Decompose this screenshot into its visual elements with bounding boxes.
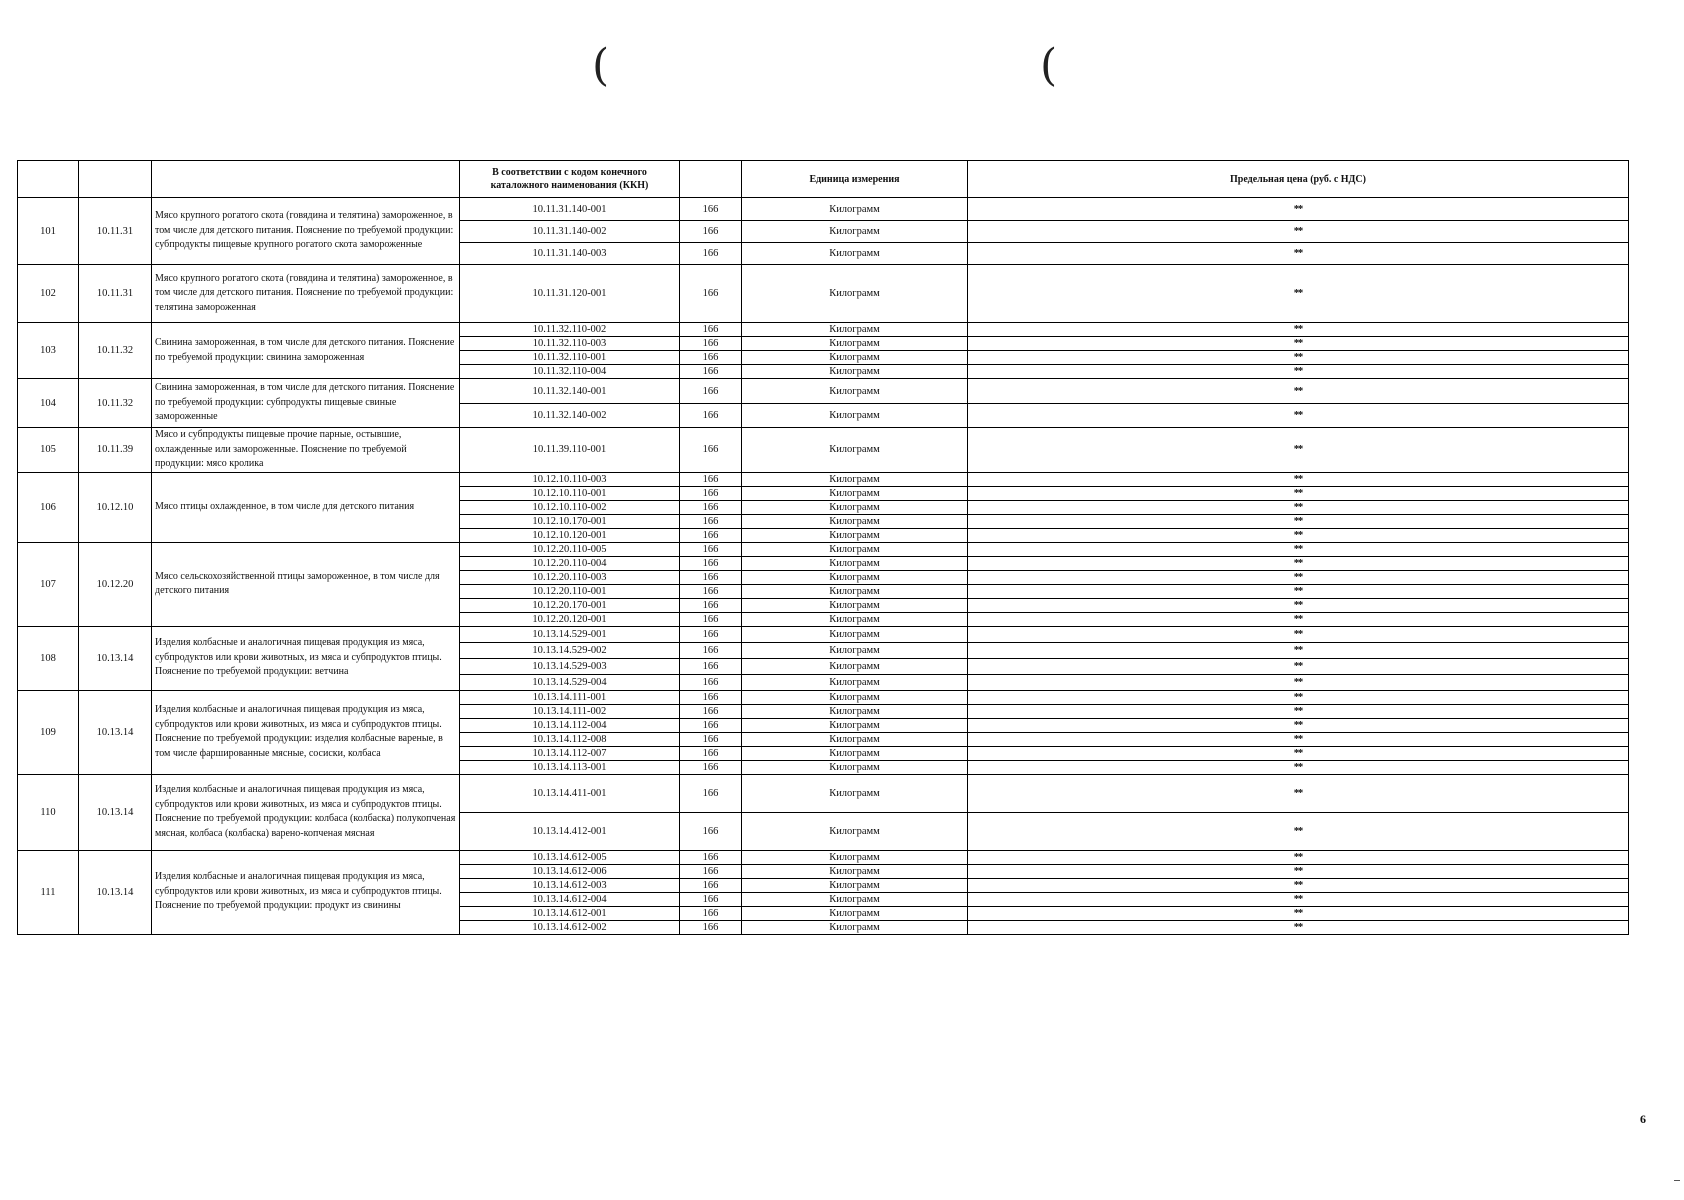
- price-cell: **: [968, 760, 1629, 774]
- price-cell: **: [968, 500, 1629, 514]
- ktru-code-cell: 10.11.39.110-001: [460, 428, 680, 473]
- okei-code-cell: 166: [680, 528, 742, 542]
- price-cell: **: [968, 379, 1629, 404]
- unit-cell: Килограмм: [742, 428, 968, 473]
- ktru-code-cell: 10.13.14.529-001: [460, 626, 680, 642]
- price-cell: **: [968, 850, 1629, 864]
- okpd-code-cell: 10.11.31: [79, 265, 152, 323]
- row-number-cell: 102: [18, 265, 79, 323]
- price-cell: **: [968, 746, 1629, 760]
- unit-cell: Килограмм: [742, 850, 968, 864]
- unit-cell: Килограмм: [742, 746, 968, 760]
- okei-code-cell: 166: [680, 626, 742, 642]
- row-number-cell: 107: [18, 542, 79, 626]
- ktru-code-cell: 10.13.14.412-001: [460, 812, 680, 850]
- unit-cell: Килограмм: [742, 612, 968, 626]
- okei-code-cell: 166: [680, 514, 742, 528]
- ktru-code-cell: 10.11.32.110-003: [460, 337, 680, 351]
- ktru-code-cell: 10.13.14.612-003: [460, 878, 680, 892]
- okei-code-cell: 166: [680, 878, 742, 892]
- okei-code-cell: 166: [680, 864, 742, 878]
- okei-code-cell: 166: [680, 584, 742, 598]
- unit-cell: Килограмм: [742, 626, 968, 642]
- price-cell: **: [968, 428, 1629, 473]
- header-okpd: [79, 161, 152, 198]
- okei-code-cell: 166: [680, 718, 742, 732]
- okpd-code-cell: 10.12.20: [79, 542, 152, 626]
- okei-code-cell: 166: [680, 542, 742, 556]
- okpd-code-cell: 10.13.14: [79, 626, 152, 690]
- unit-cell: Килограмм: [742, 542, 968, 556]
- unit-cell: Килограмм: [742, 920, 968, 934]
- unit-cell: Килограмм: [742, 584, 968, 598]
- price-cell: **: [968, 365, 1629, 379]
- ktru-code-cell: 10.13.14.529-003: [460, 658, 680, 674]
- okpd-code-cell: 10.11.32: [79, 379, 152, 428]
- price-cell: **: [968, 584, 1629, 598]
- ktru-code-cell: 10.13.14.411-001: [460, 774, 680, 812]
- okei-code-cell: 166: [680, 472, 742, 486]
- punch-hole-mark-right: (: [1040, 40, 1058, 91]
- ktru-code-cell: 10.13.14.111-002: [460, 704, 680, 718]
- okpd-code-cell: 10.11.32: [79, 323, 152, 379]
- ktru-code-cell: 10.12.20.110-001: [460, 584, 680, 598]
- okei-code-cell: 166: [680, 892, 742, 906]
- price-cell: **: [968, 906, 1629, 920]
- price-cell: **: [968, 774, 1629, 812]
- unit-cell: Килограмм: [742, 486, 968, 500]
- price-cell: **: [968, 542, 1629, 556]
- row-number-cell: 104: [18, 379, 79, 428]
- ktru-code-cell: 10.12.20.110-005: [460, 542, 680, 556]
- product-name-cell: Мясо птицы охлажденное, в том числе для детского питания: [152, 472, 460, 542]
- okei-code-cell: 166: [680, 428, 742, 473]
- unit-cell: Килограмм: [742, 351, 968, 365]
- unit-cell: Килограмм: [742, 674, 968, 690]
- unit-cell: Килограмм: [742, 514, 968, 528]
- price-cell: **: [968, 323, 1629, 337]
- okei-code-cell: 166: [680, 556, 742, 570]
- price-table: [17, 160, 1629, 935]
- okei-code-cell: 166: [680, 243, 742, 265]
- price-cell: **: [968, 556, 1629, 570]
- unit-cell: Килограмм: [742, 404, 968, 428]
- row-number-cell: 106: [18, 472, 79, 542]
- row-number-cell: 109: [18, 690, 79, 774]
- okei-code-cell: 166: [680, 351, 742, 365]
- unit-cell: Килограмм: [742, 774, 968, 812]
- unit-cell: Килограмм: [742, 528, 968, 542]
- product-name-cell: Мясо крупного рогатого скота (говядина и телятина) замороженное, в том числе для детского питания. Пояснение по требуемой продукции: субпродукты пищевые крупного рогатого скота замороженные: [152, 198, 460, 265]
- table-row: [18, 265, 1629, 323]
- okei-code-cell: 166: [680, 850, 742, 864]
- ktru-code-cell: 10.12.10.170-001: [460, 514, 680, 528]
- unit-cell: Килограмм: [742, 570, 968, 584]
- header-okei: [680, 161, 742, 198]
- ktru-code-cell: 10.11.31.140-003: [460, 243, 680, 265]
- price-cell: **: [968, 732, 1629, 746]
- ktru-code-cell: 10.12.20.110-004: [460, 556, 680, 570]
- okei-code-cell: 166: [680, 404, 742, 428]
- okpd-code-cell: 10.11.39: [79, 428, 152, 473]
- header-unit: Единица измерения: [742, 161, 968, 198]
- okei-code-cell: 166: [680, 658, 742, 674]
- row-number-cell: 111: [18, 850, 79, 934]
- ktru-code-cell: 10.12.20.110-003: [460, 570, 680, 584]
- unit-cell: Килограмм: [742, 718, 968, 732]
- ktru-code-cell: 10.13.14.112-008: [460, 732, 680, 746]
- table-row: [18, 198, 1629, 221]
- product-name-cell: Свинина замороженная, в том числе для детского питания. Пояснение по требуемой продукции: субпродукты пищевые свиные замороженные: [152, 379, 460, 428]
- ktru-code-cell: 10.13.14.612-001: [460, 906, 680, 920]
- ktru-code-cell: 10.12.10.110-003: [460, 472, 680, 486]
- price-cell: **: [968, 892, 1629, 906]
- price-cell: **: [968, 598, 1629, 612]
- unit-cell: Килограмм: [742, 812, 968, 850]
- okei-code-cell: 166: [680, 323, 742, 337]
- ktru-code-cell: 10.13.14.113-001: [460, 760, 680, 774]
- price-cell: **: [968, 486, 1629, 500]
- price-cell: **: [968, 864, 1629, 878]
- table-row: [18, 428, 1629, 473]
- okpd-code-cell: 10.13.14: [79, 690, 152, 774]
- unit-cell: Килограмм: [742, 556, 968, 570]
- ktru-code-cell: 10.11.31.140-001: [460, 198, 680, 221]
- table-row: [18, 774, 1629, 812]
- table-row: [18, 626, 1629, 642]
- product-name-cell: Мясо сельскохозяйственной птицы замороженное, в том числе для детского питания: [152, 542, 460, 626]
- okei-code-cell: 166: [680, 598, 742, 612]
- okei-code-cell: 166: [680, 265, 742, 323]
- okei-code-cell: 166: [680, 198, 742, 221]
- okei-code-cell: 166: [680, 690, 742, 704]
- price-cell: **: [968, 704, 1629, 718]
- price-cell: **: [968, 472, 1629, 486]
- scan-edge-mark: [1674, 1180, 1680, 1181]
- okei-code-cell: 166: [680, 570, 742, 584]
- punch-hole-mark-left: (: [592, 40, 610, 91]
- price-cell: **: [968, 337, 1629, 351]
- unit-cell: Килограмм: [742, 878, 968, 892]
- price-cell: **: [968, 404, 1629, 428]
- okei-code-cell: 166: [680, 379, 742, 404]
- price-cell: **: [968, 612, 1629, 626]
- ktru-code-cell: 10.11.32.110-001: [460, 351, 680, 365]
- price-cell: **: [968, 674, 1629, 690]
- okei-code-cell: 166: [680, 365, 742, 379]
- unit-cell: Килограмм: [742, 732, 968, 746]
- header-name: [152, 161, 460, 198]
- unit-cell: Килограмм: [742, 760, 968, 774]
- unit-cell: Килограмм: [742, 337, 968, 351]
- ktru-code-cell: 10.12.10.110-001: [460, 486, 680, 500]
- ktru-code-cell: 10.11.32.110-004: [460, 365, 680, 379]
- okei-code-cell: 166: [680, 486, 742, 500]
- table-row: [18, 690, 1629, 704]
- okpd-code-cell: 10.13.14: [79, 850, 152, 934]
- price-cell: **: [968, 265, 1629, 323]
- ktru-code-cell: 10.13.14.112-007: [460, 746, 680, 760]
- unit-cell: Килограмм: [742, 690, 968, 704]
- unit-cell: Килограмм: [742, 365, 968, 379]
- price-cell: **: [968, 243, 1629, 265]
- page-number: 6: [1640, 1112, 1646, 1126]
- ktru-code-cell: 10.13.14.612-005: [460, 850, 680, 864]
- ktru-code-cell: 10.13.14.612-002: [460, 920, 680, 934]
- unit-cell: Килограмм: [742, 221, 968, 243]
- unit-cell: Килограмм: [742, 906, 968, 920]
- unit-cell: Килограмм: [742, 198, 968, 221]
- ktru-code-cell: 10.13.14.612-004: [460, 892, 680, 906]
- unit-cell: Килограмм: [742, 323, 968, 337]
- okei-code-cell: 166: [680, 906, 742, 920]
- header-ktru: В соответствии с кодом конечного каталожного наименования (ККН): [460, 161, 680, 198]
- okei-code-cell: 166: [680, 221, 742, 243]
- product-name-cell: Изделия колбасные и аналогичная пищевая продукция из мяса, субпродуктов или крови животных, из мяса и субпродуктов птицы. Пояснение по требуемой продукции: изделия колбасные вареные, в том числе фаршированные мясные, сосиски, колбаса: [152, 690, 460, 774]
- unit-cell: Килограмм: [742, 472, 968, 486]
- price-cell: **: [968, 718, 1629, 732]
- product-name-cell: Изделия колбасные и аналогичная пищевая продукция из мяса, субпродуктов или крови животных, из мяса и субпродуктов птицы. Пояснение по требуемой продукции: колбаса (колбаска) полукопченая мясная, колбаса (колбаска) варено-копченая мясная: [152, 774, 460, 850]
- price-cell: **: [968, 221, 1629, 243]
- row-number-cell: 105: [18, 428, 79, 473]
- ktru-code-cell: 10.13.14.529-004: [460, 674, 680, 690]
- product-name-cell: Изделия колбасные и аналогичная пищевая продукция из мяса, субпродуктов или крови животных, из мяса и субпродуктов птицы. Пояснение по требуемой продукции: продукт из свинины: [152, 850, 460, 934]
- okpd-code-cell: 10.12.10: [79, 472, 152, 542]
- header-num: [18, 161, 79, 198]
- product-name-cell: Мясо и субпродукты пищевые прочие парные, остывшие, охлажденные или замороженные. Пояснение по требуемой продукции: мясо кролика: [152, 428, 460, 473]
- okei-code-cell: 166: [680, 746, 742, 760]
- price-cell: **: [968, 690, 1629, 704]
- okei-code-cell: 166: [680, 920, 742, 934]
- product-name-cell: Изделия колбасные и аналогичная пищевая продукция из мяса, субпродуктов или крови животных, из мяса и субпродуктов птицы. Пояснение по требуемой продукции: ветчина: [152, 626, 460, 690]
- table-row: [18, 850, 1629, 864]
- okei-code-cell: 166: [680, 642, 742, 658]
- price-cell: **: [968, 570, 1629, 584]
- unit-cell: Килограмм: [742, 892, 968, 906]
- row-number-cell: 101: [18, 198, 79, 265]
- header-price: Предельная цена (руб. с НДС): [968, 161, 1629, 198]
- ktru-code-cell: 10.11.32.140-001: [460, 379, 680, 404]
- table-row: [18, 542, 1629, 556]
- price-cell: **: [968, 198, 1629, 221]
- okei-code-cell: 166: [680, 774, 742, 812]
- ktru-code-cell: 10.13.14.612-006: [460, 864, 680, 878]
- ktru-code-cell: 10.13.14.111-001: [460, 690, 680, 704]
- price-cell: **: [968, 920, 1629, 934]
- okei-code-cell: 166: [680, 704, 742, 718]
- okei-code-cell: 166: [680, 732, 742, 746]
- okei-code-cell: 166: [680, 812, 742, 850]
- ktru-code-cell: 10.12.20.120-001: [460, 612, 680, 626]
- okei-code-cell: 166: [680, 674, 742, 690]
- table-row: [18, 379, 1629, 404]
- unit-cell: Килограмм: [742, 265, 968, 323]
- ktru-code-cell: 10.12.10.120-001: [460, 528, 680, 542]
- price-cell: **: [968, 658, 1629, 674]
- okei-code-cell: 166: [680, 500, 742, 514]
- ktru-code-cell: 10.13.14.529-002: [460, 642, 680, 658]
- price-cell: **: [968, 642, 1629, 658]
- price-cell: **: [968, 878, 1629, 892]
- ktru-code-cell: 10.12.20.170-001: [460, 598, 680, 612]
- unit-cell: Килограмм: [742, 243, 968, 265]
- okei-code-cell: 166: [680, 337, 742, 351]
- unit-cell: Килограмм: [742, 642, 968, 658]
- unit-cell: Килограмм: [742, 598, 968, 612]
- row-number-cell: 103: [18, 323, 79, 379]
- price-cell: **: [968, 351, 1629, 365]
- ktru-code-cell: 10.12.10.110-002: [460, 500, 680, 514]
- table-body: [18, 198, 1629, 935]
- okpd-code-cell: 10.13.14: [79, 774, 152, 850]
- ktru-code-cell: 10.11.31.140-002: [460, 221, 680, 243]
- product-name-cell: Свинина замороженная, в том числе для детского питания. Пояснение по требуемой продукции: свинина замороженная: [152, 323, 460, 379]
- table-header-row: [18, 161, 1629, 198]
- product-name-cell: Мясо крупного рогатого скота (говядина и телятина) замороженное, в том числе для детского питания. Пояснение по требуемой продукции: телятина замороженная: [152, 265, 460, 323]
- price-cell: **: [968, 626, 1629, 642]
- okei-code-cell: 166: [680, 760, 742, 774]
- price-cell: **: [968, 528, 1629, 542]
- unit-cell: Килограмм: [742, 500, 968, 514]
- table-row: [18, 472, 1629, 486]
- row-number-cell: 108: [18, 626, 79, 690]
- ktru-code-cell: 10.11.31.120-001: [460, 265, 680, 323]
- okei-code-cell: 166: [680, 612, 742, 626]
- unit-cell: Килограмм: [742, 704, 968, 718]
- price-cell: **: [968, 812, 1629, 850]
- unit-cell: Килограмм: [742, 658, 968, 674]
- okpd-code-cell: 10.11.31: [79, 198, 152, 265]
- unit-cell: Килограмм: [742, 864, 968, 878]
- ktru-code-cell: 10.11.32.140-002: [460, 404, 680, 428]
- ktru-code-cell: 10.11.32.110-002: [460, 323, 680, 337]
- unit-cell: Килограмм: [742, 379, 968, 404]
- table-row: [18, 323, 1629, 337]
- row-number-cell: 110: [18, 774, 79, 850]
- price-cell: **: [968, 514, 1629, 528]
- ktru-code-cell: 10.13.14.112-004: [460, 718, 680, 732]
